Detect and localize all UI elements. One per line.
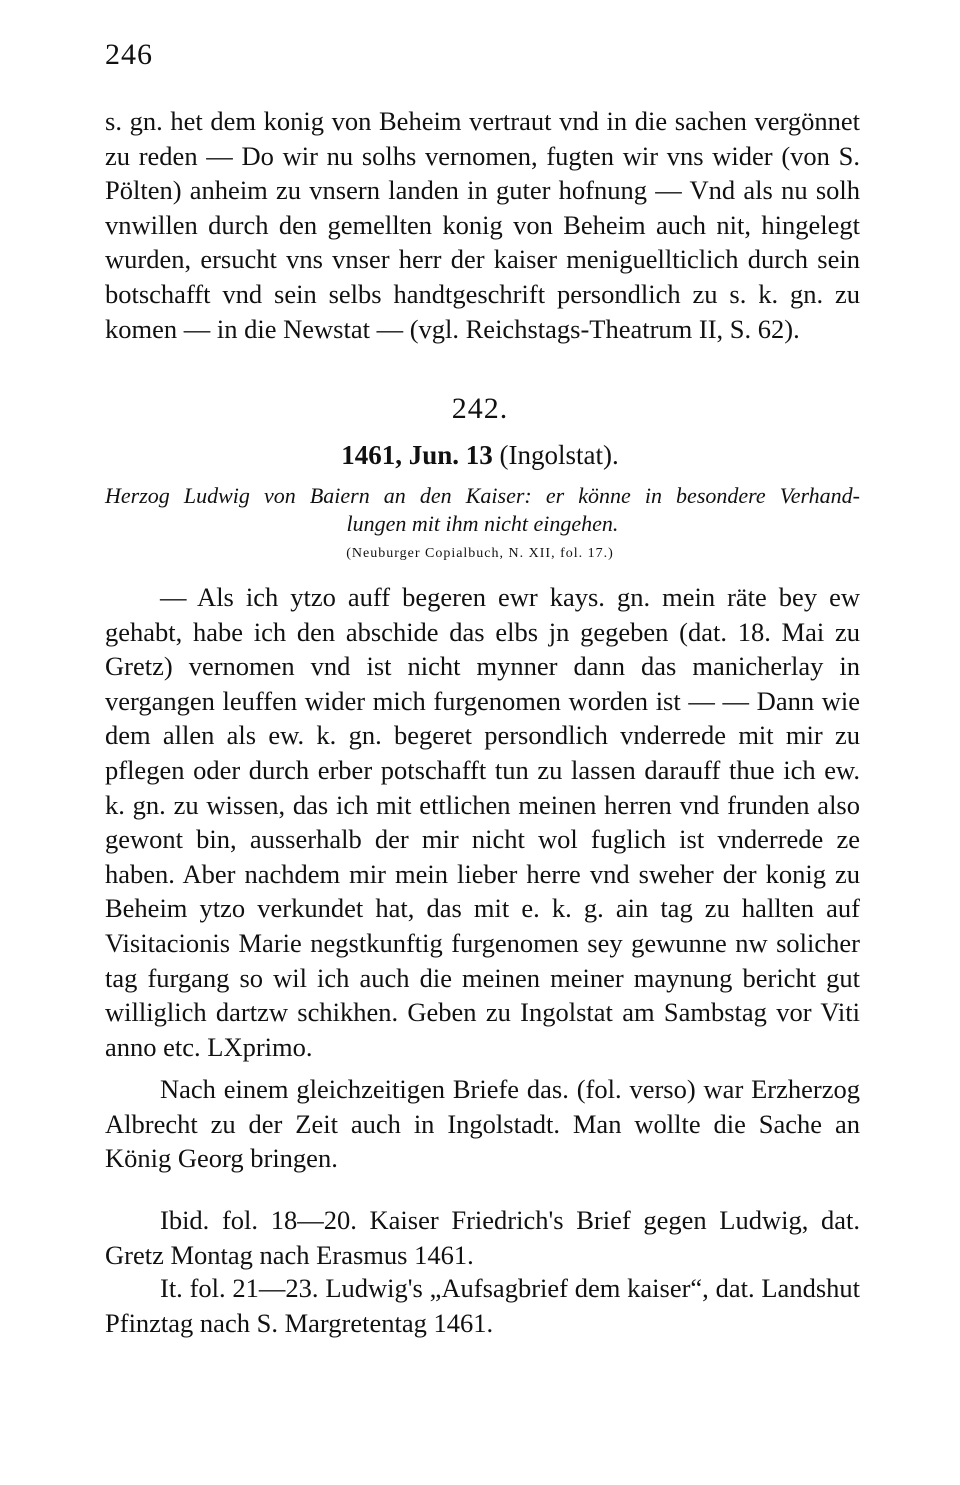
reference-paragraph-1: Ibid. fol. 18—20. Kaiser Friedrich's Brief gegen Ludwig, dat. Gretz Montag nach Erasmus 1461.	[105, 1205, 860, 1270]
editorial-note: Nach einem gleichzeitigen Briefe das. (fol. verso) war Erzherzog Albrecht zu der Zeit auch in Ingolstadt. Man wollte die Sache an König Georg bringen.	[105, 1074, 860, 1174]
page-number: 246	[105, 38, 153, 71]
document-number: 242.	[451, 392, 509, 425]
continuation-paragraph: s. gn. het dem konig von Beheim vertraut vnd in die sachen vergönnet zu reden — Do wir nu solhs vernomen, fugten wir vns wider (von S. Pölten) anheim zu vnsern landen in guter hofnung — Vnd als nu solh vnwillen durch den gemellten konig von Beheim auch nit, hingelegt wurden, ersucht vns vnser herr der kaiser meniguellticlich durch sein botschafft vnd sein selbs handtgeschrift persondlich zu s. k. gn. zu komen — in die Newstat — (vgl. Reichstags-Theatrum II, S. 62).	[105, 106, 860, 344]
document-place: (Ingolstat).	[492, 440, 619, 470]
summary-line-1: Herzog Ludwig von Baiern an den Kaiser: er könne in besondere Verhand-	[105, 483, 860, 508]
document-date: 1461, Jun. 13	[341, 440, 493, 470]
reference-paragraph-2: It. fol. 21—23. Ludwig's „Aufsagbrief dem kaiser“, dat. Landshut Pfinztag nach S. Margretentag 1461.	[105, 1273, 860, 1338]
source-citation: (Neuburger Copialbuch, N. XII, fol. 17.)	[346, 546, 614, 561]
letter-text: — Als ich ytzo auff begeren ewr kays. gn. mein räte bey ew gehabt, habe ich den abschide das elbs jn gegeben (dat. 18. Mai zu Gretz) vernomen vnd ist nicht mynner dann das manicherlay in vergangen leuffen wider mich furgenomen worden ist — — Dann wie dem allen als ew. k. gn. begeret persondlich vnderrede mit mir zu pflegen oder durch erber potschafft tun zu lassen darauff thue ich ew. k. gn. zu wissen, das ich mit ettlichen meinen herren vnd frunden also gewont bin, ausserhalb der mir nicht wol fuglich ist vnderrede ze haben. Aber nachdem mir mein lieber herre vnd sweher der konig zu Beheim ytzo verkundet hat, das mit e. k. g. ain tag zu hallten auf Visitacionis Marie negstkunftig furgenomen sey gewunne nw solicher tag furgang so wil ich auch die meinen meiner maynung bericht gut williglich dartzw schikhen. Geben zu Ingolstat am Sambstag vor Viti anno etc. LXprimo.	[105, 582, 860, 1062]
summary-line-2: lungen mit ihm nicht eingehen.	[346, 511, 619, 536]
document-date-heading	[0, 440, 960, 471]
document-summary	[105, 482, 860, 538]
